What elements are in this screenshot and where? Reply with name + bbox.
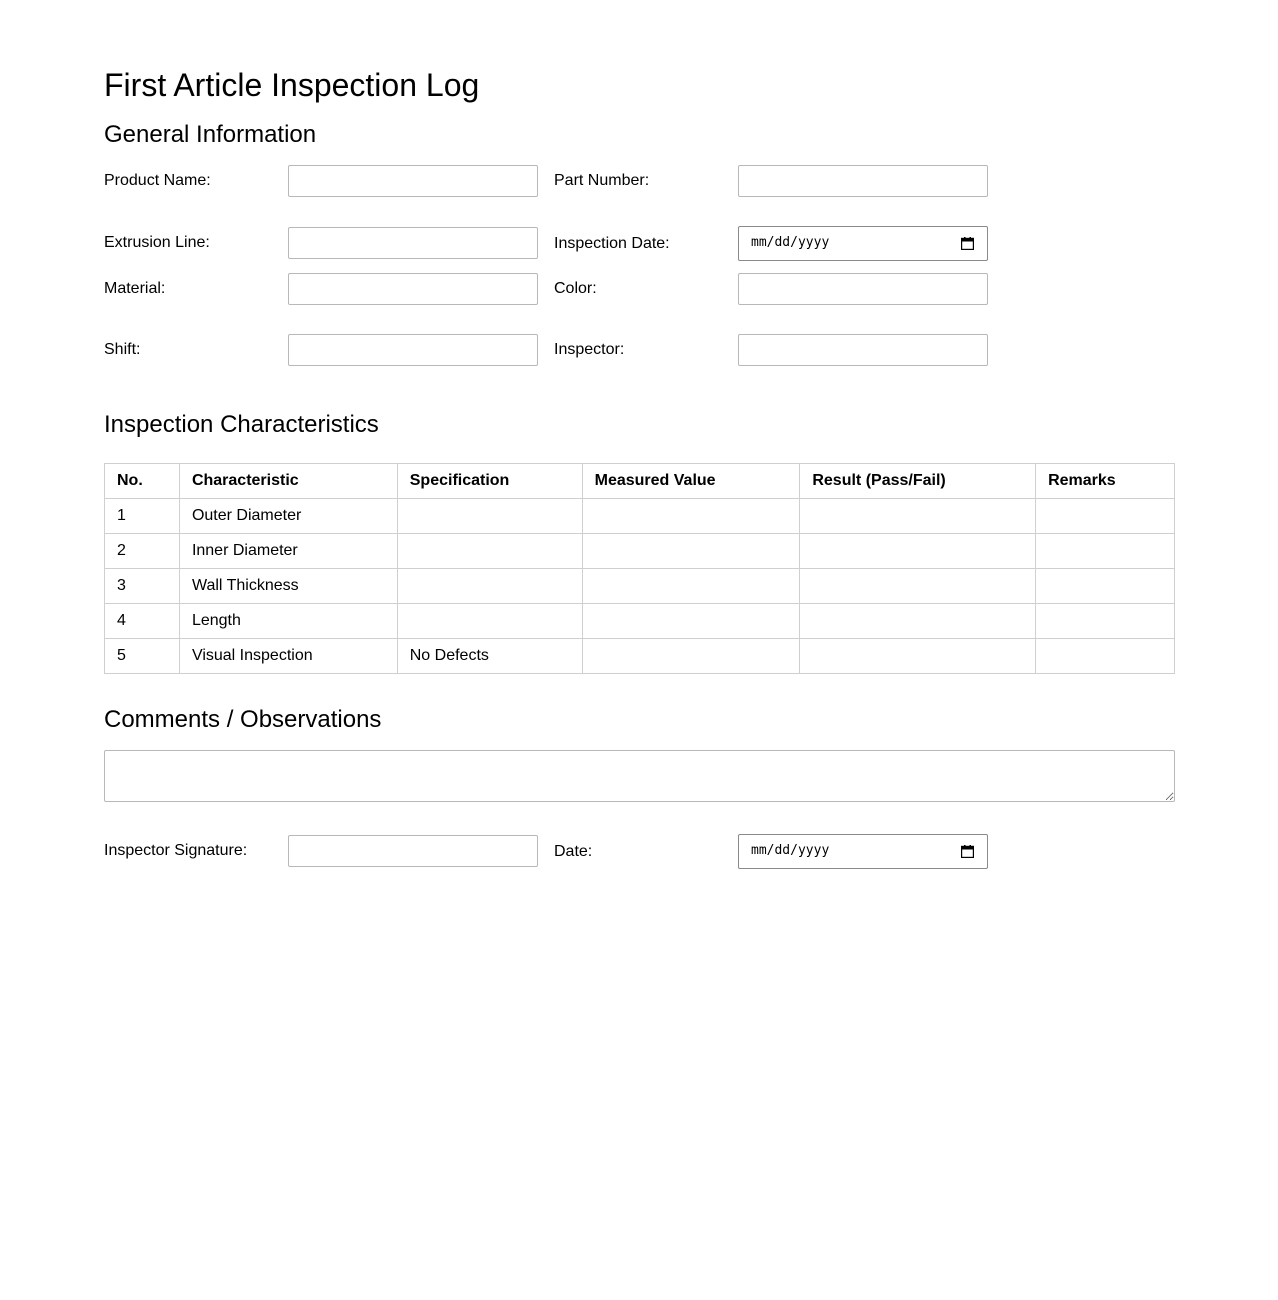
- column-header-remarks: Remarks: [1036, 464, 1175, 499]
- inspector-label: Inspector:: [554, 341, 625, 358]
- inspection-date-placeholder: mm/dd/yyyy: [751, 235, 830, 250]
- part-number-input[interactable]: [738, 165, 988, 197]
- table-row: [105, 604, 1175, 639]
- comments-heading: Comments / Observations: [104, 706, 382, 733]
- measured-value-cell[interactable]: [582, 639, 800, 674]
- calendar-icon[interactable]: [961, 237, 974, 250]
- signoff-date-label: Date:: [554, 843, 593, 860]
- shift-label: Shift:: [104, 341, 141, 358]
- column-header-measured-value: Measured Value: [582, 464, 800, 499]
- material-input[interactable]: [288, 273, 538, 305]
- table-header-row: [105, 464, 1175, 499]
- specification-cell[interactable]: [397, 499, 582, 534]
- row-number: 4: [105, 604, 180, 639]
- table-row: [105, 639, 1175, 674]
- inspector-signature-label: Inspector Signature:: [104, 842, 248, 859]
- inspection-date-label: Inspection Date:: [554, 235, 670, 252]
- measured-value-cell[interactable]: [582, 569, 800, 604]
- page-title: First Article Inspection Log: [104, 67, 480, 103]
- extrusion-line-input[interactable]: [288, 227, 538, 259]
- color-input[interactable]: [738, 273, 988, 305]
- result-cell[interactable]: [800, 639, 1036, 674]
- row-number: 2: [105, 534, 180, 569]
- signoff-date-input[interactable]: [738, 834, 988, 869]
- remarks-cell[interactable]: [1036, 604, 1175, 639]
- column-header-characteristic: Characteristic: [179, 464, 397, 499]
- result-cell[interactable]: [800, 604, 1036, 639]
- product-name-input[interactable]: [288, 165, 538, 197]
- specification-cell[interactable]: [397, 569, 582, 604]
- column-header-no: No.: [105, 464, 180, 499]
- result-cell[interactable]: [800, 534, 1036, 569]
- table-row: [105, 569, 1175, 604]
- remarks-cell[interactable]: [1036, 499, 1175, 534]
- characteristic-cell: Inner Diameter: [179, 534, 397, 569]
- inspection-characteristics-heading: Inspection Characteristics: [104, 411, 379, 438]
- measured-value-cell[interactable]: [582, 499, 800, 534]
- specification-cell[interactable]: [397, 534, 582, 569]
- calendar-icon[interactable]: [961, 845, 974, 858]
- shift-input[interactable]: [288, 334, 538, 366]
- product-name-label: Product Name:: [104, 172, 211, 189]
- specification-cell[interactable]: [397, 604, 582, 639]
- remarks-cell[interactable]: [1036, 639, 1175, 674]
- color-label: Color:: [554, 280, 597, 297]
- remarks-cell[interactable]: [1036, 534, 1175, 569]
- measured-value-cell[interactable]: [582, 604, 800, 639]
- inspection-date-input[interactable]: [738, 226, 988, 261]
- characteristic-cell: Length: [179, 604, 397, 639]
- characteristic-cell: Visual Inspection: [179, 639, 397, 674]
- part-number-label: Part Number:: [554, 172, 650, 189]
- characteristic-cell: Wall Thickness: [179, 569, 397, 604]
- row-number: 3: [105, 569, 180, 604]
- row-number: 5: [105, 639, 180, 674]
- characteristic-cell: Outer Diameter: [179, 499, 397, 534]
- specification-cell[interactable]: No Defects: [397, 639, 582, 674]
- inspection-table: [104, 463, 1175, 674]
- inspector-signature-input[interactable]: [288, 835, 538, 867]
- row-number: 1: [105, 499, 180, 534]
- comments-textarea[interactable]: [104, 750, 1175, 802]
- inspector-input[interactable]: [738, 334, 988, 366]
- general-info-heading: General Information: [104, 121, 317, 148]
- remarks-cell[interactable]: [1036, 569, 1175, 604]
- column-header-specification: Specification: [397, 464, 582, 499]
- column-header-result: Result (Pass/Fail): [800, 464, 1036, 499]
- table-row: [105, 534, 1175, 569]
- measured-value-cell[interactable]: [582, 534, 800, 569]
- result-cell[interactable]: [800, 569, 1036, 604]
- result-cell[interactable]: [800, 499, 1036, 534]
- table-row: [105, 499, 1175, 534]
- signoff-date-placeholder: mm/dd/yyyy: [751, 843, 830, 858]
- material-label: Material:: [104, 280, 166, 297]
- extrusion-line-label: Extrusion Line:: [104, 234, 210, 251]
